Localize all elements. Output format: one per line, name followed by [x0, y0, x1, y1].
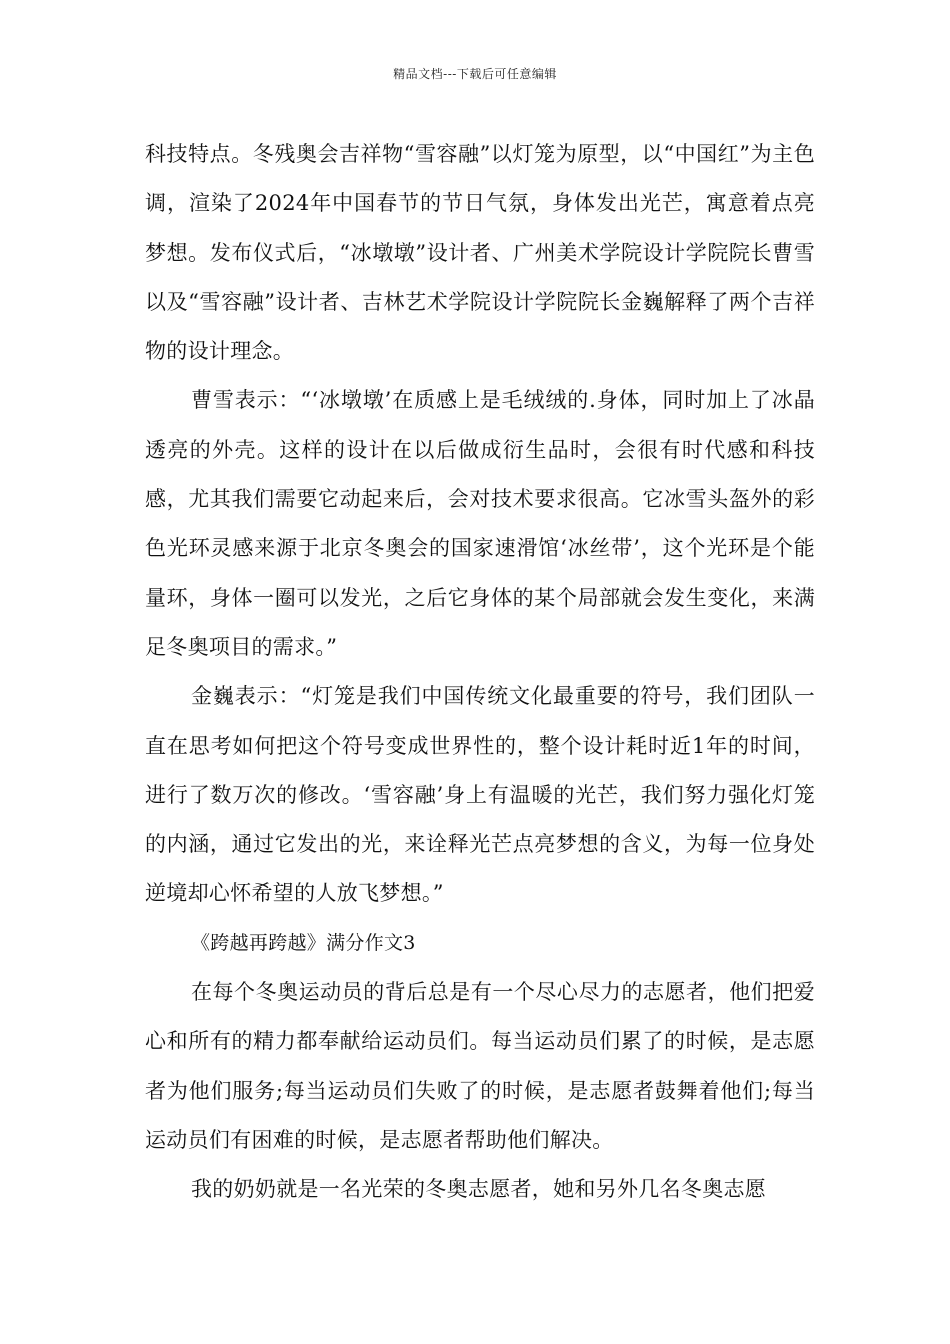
- paragraph-jinwei-quote: 金巍表示：“灯笼是我们中国传统文化最重要的符号，我们团队一直在思考如何把这个符号变成世界性的，整个设计耗时近1年的时间，进行了数万次的修改。‘雪容融’身上有温暖的光芒，我们努力强化灯笼的内涵，通过它发出的光，来诠释光芒点亮梦想的含义，为每一位身处逆境却心怀希望的人放飞梦想。”: [145, 684, 815, 906]
- page-header: 精品文档---下载后可任意编辑: [393, 67, 557, 81]
- paragraph-grandmother: 我的奶奶就是一名光荣的冬奥志愿者，她和另外几名冬奥志愿: [191, 1177, 767, 1202]
- document-body: [145, 130, 815, 1215]
- section-title: 《跨越再跨越》满分作文3: [191, 931, 416, 954]
- paragraph-continuation: 科技特点。冬残奥会吉祥物“雪容融”以灯笼为原型，以“中国红”为主色调，渲染了2024年中国春节的节日气氛，身体发出光芒，寓意着点亮梦想。发布仪式后，“冰墩墩”设计者、广州美术学院设计学院院长曹雪以及“雪容融”设计者、吉林艺术学院设计学院院长金巍解释了两个吉祥物的设计理念。: [145, 142, 815, 364]
- paragraph-caoxue-quote: 曹雪表示：“‘冰墩墩’在质感上是毛绒绒的.身体，同时加上了冰晶透亮的外壳。这样的设计在以后做成衍生品时，会很有时代感和科技感，尤其我们需要它动起来后，会对技术要求很高。它冰雪头盔外的彩色光环灵感来源于北京冬奥会的国家速滑馆‘冰丝带’，这个光环是个能量环，身体一圈可以发光，之后它身体的某个局部就会发生变化，来满足冬奥项目的需求。”: [145, 388, 815, 659]
- paragraph-volunteers: 在每个冬奥运动员的背后总是有一个尽心尽力的志愿者，他们把爱心和所有的精力都奉献给运动员们。每当运动员们累了的时候，是志愿者为他们服务;每当运动员们失败了的时候，是志愿者鼓舞着他们;每当运动员们有困难的时候，是志愿者帮助他们解决。: [145, 980, 815, 1152]
